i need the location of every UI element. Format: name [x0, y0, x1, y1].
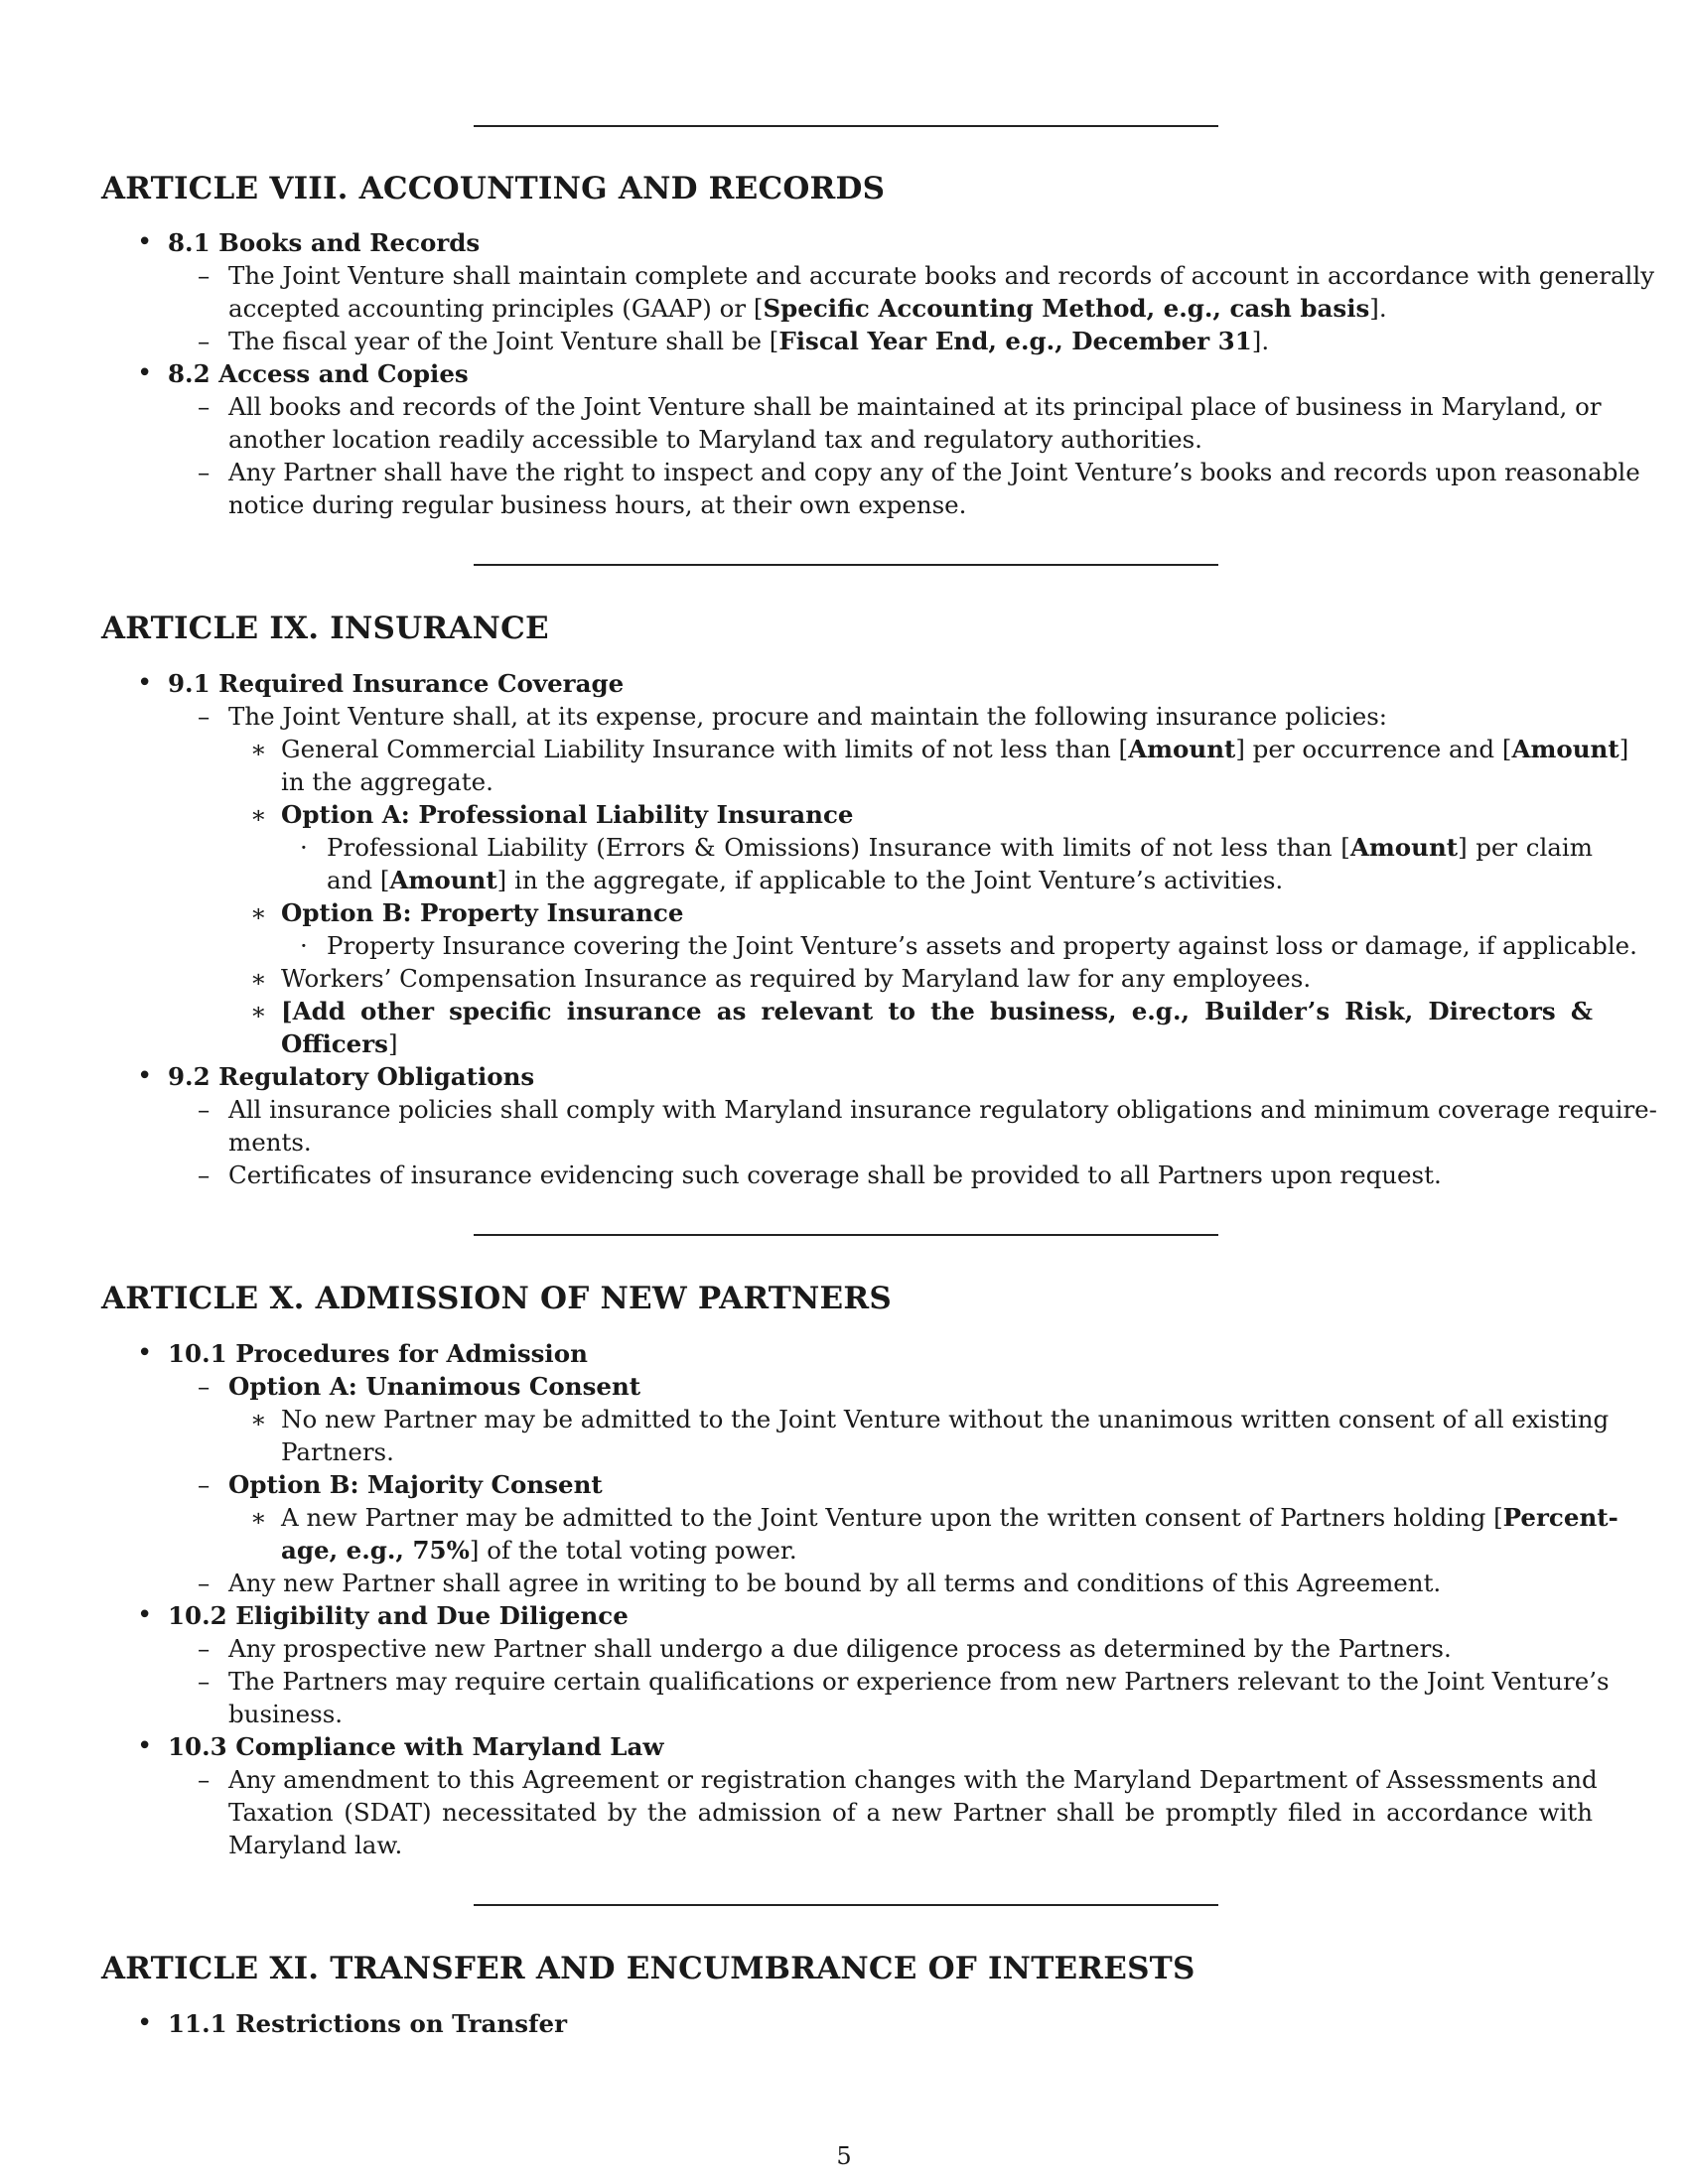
section-10-3-item-a-line-3: Maryland law.: [228, 1831, 403, 1859]
dash-marker: –: [198, 1634, 211, 1663]
option-a-unanimous-consent-title: Option A: Unanimous Consent: [228, 1372, 641, 1401]
section-8-2-title: 8.2 Access and Copies: [168, 359, 469, 388]
section-9-2-title: 9.2 Regulatory Obligations: [168, 1062, 535, 1091]
unanimous-consent-line-2: Partners.: [281, 1437, 394, 1466]
option-a-professional-liability-title: Option A: Professional Liability Insurance: [281, 800, 854, 829]
section-10-2-item-b-line-1: The Partners may require certain qualifications or experience from new Partners relevant to the Joint Venture’s: [228, 1667, 1610, 1696]
other-insurance-line-1: [Add other specific insurance as relevant to the business, e.g., Builder’s Risk, Directors &: [281, 997, 1593, 1025]
dash-marker: –: [198, 702, 211, 731]
majority-consent-line-2: age, e.g., 75%] of the total voting power.: [281, 1536, 797, 1565]
dash-marker: –: [198, 392, 211, 421]
section-divider: [474, 125, 1218, 127]
section-divider: [474, 1904, 1218, 1906]
section-10-2-item-b-line-2: business.: [228, 1700, 344, 1728]
bullet-marker: •: [137, 1338, 153, 1368]
property-insurance-text: Property Insurance covering the Joint Venture’s assets and property against loss or damage, if applicable.: [327, 931, 1637, 960]
star-marker: ∗: [250, 735, 267, 763]
option-b-property-insurance-title: Option B: Property Insurance: [281, 898, 684, 927]
section-8-1-title: 8.1 Books and Records: [168, 228, 481, 257]
star-marker: ∗: [250, 1405, 267, 1433]
workers-comp-text: Workers’ Compensation Insurance as required by Maryland law for any employees.: [281, 964, 1312, 993]
star-marker: ∗: [250, 800, 267, 829]
dash-marker: –: [198, 1372, 211, 1401]
bullet-marker: •: [137, 668, 153, 698]
dash-marker: –: [198, 1569, 211, 1597]
section-8-2-item-a-line-2: another location readily accessible to Maryland tax and regulatory authorities.: [228, 425, 1202, 454]
bullet-marker: •: [137, 227, 153, 257]
section-8-1-item-a-line-1: The Joint Venture shall maintain complete and accurate books and records of account in accordance with generally: [228, 261, 1655, 290]
bullet-marker: •: [137, 1600, 153, 1630]
section-10-3-item-a-line-2: Taxation (SDAT) necessitated by the admission of a new Partner shall be promptly filed in accordance with: [228, 1798, 1593, 1827]
article-10-heading: ARTICLE X. ADMISSION OF NEW PARTNERS: [101, 1281, 892, 1316]
professional-liability-line-2: and [Amount] in the aggregate, if applicable to the Joint Venture’s activities.: [327, 866, 1284, 894]
article-9-heading: ARTICLE IX. INSURANCE: [101, 611, 549, 646]
section-9-1-title: 9.1 Required Insurance Coverage: [168, 669, 625, 698]
dash-marker: –: [198, 327, 211, 355]
unanimous-consent-line-1: No new Partner may be admitted to the Joint Venture without the unanimous written consent of all existing: [281, 1405, 1610, 1433]
dash-marker: –: [198, 1667, 211, 1696]
dash-marker: –: [198, 1160, 211, 1189]
section-8-1-item-a-line-2: accepted accounting principles (GAAP) or [Specific Accounting Method, e.g., cash basis].: [228, 294, 1387, 323]
bullet-marker: •: [137, 1061, 153, 1091]
section-8-2-item-b-line-1: Any Partner shall have the right to inspect and copy any of the Joint Venture’s books and records upon reasonable: [228, 458, 1640, 486]
section-9-2-item-b: Certificates of insurance evidencing such coverage shall be provided to all Partners upon request.: [228, 1160, 1442, 1189]
other-insurance-line-2: Officers]: [281, 1029, 398, 1058]
dot-marker: ·: [300, 931, 308, 960]
page-number: 5: [836, 2142, 852, 2170]
section-10-3-item-a-line-1: Any amendment to this Agreement or registration changes with the Maryland Department of Assessments and: [228, 1765, 1598, 1794]
article-8-heading: ARTICLE VIII. ACCOUNTING AND RECORDS: [101, 171, 886, 206]
section-10-2-title: 10.2 Eligibility and Due Diligence: [168, 1601, 629, 1630]
section-10-3-title: 10.3 Compliance with Maryland Law: [168, 1732, 664, 1761]
bullet-marker: •: [137, 1731, 153, 1761]
gcl-insurance-line-2: in the aggregate.: [281, 767, 493, 796]
section-10-2-item-a: Any prospective new Partner shall undergo a due diligence process as determined by the Partners.: [228, 1634, 1452, 1663]
section-divider: [474, 1234, 1218, 1236]
bullet-marker: •: [137, 2008, 153, 2038]
star-marker: ∗: [250, 964, 267, 993]
article-11-heading: ARTICLE XI. TRANSFER AND ENCUMBRANCE OF INTERESTS: [101, 1951, 1196, 1986]
star-marker: ∗: [250, 997, 267, 1025]
section-8-1-item-b: The fiscal year of the Joint Venture shall be [Fiscal Year End, e.g., December 31].: [228, 327, 1270, 355]
dash-marker: –: [198, 1765, 211, 1794]
dot-marker: ·: [300, 833, 308, 862]
section-9-2-item-a-line-2: ments.: [228, 1128, 312, 1157]
section-9-1-intro: The Joint Venture shall, at its expense, procure and maintain the following insurance policies:: [228, 702, 1388, 731]
majority-consent-line-1: A new Partner may be admitted to the Joint Venture upon the written consent of Partners holding [Percent-: [281, 1503, 1618, 1532]
bullet-marker: •: [137, 358, 153, 388]
section-11-1-title: 11.1 Restrictions on Transfer: [168, 2009, 568, 2038]
gcl-insurance-line-1: General Commercial Liability Insurance with limits of not less than [Amount] per occurrence and [Amount]: [281, 735, 1629, 763]
option-b-majority-consent-title: Option B: Majority Consent: [228, 1470, 603, 1499]
dash-marker: –: [198, 261, 211, 290]
star-marker: ∗: [250, 898, 267, 927]
dash-marker: –: [198, 1470, 211, 1499]
dash-marker: –: [198, 1095, 211, 1124]
section-10-1-title: 10.1 Procedures for Admission: [168, 1339, 588, 1368]
star-marker: ∗: [250, 1503, 267, 1532]
professional-liability-line-1: Professional Liability (Errors & Omissions) Insurance with limits of not less than [Amount] per claim: [327, 833, 1593, 862]
new-partner-agreement-text: Any new Partner shall agree in writing to be bound by all terms and conditions of this Agreement.: [228, 1569, 1442, 1597]
section-divider: [474, 564, 1218, 566]
section-8-2-item-a-line-1: All books and records of the Joint Venture shall be maintained at its principal place of business in Maryland, or: [228, 392, 1602, 421]
section-8-2-item-b-line-2: notice during regular business hours, at their own expense.: [228, 490, 967, 519]
dash-marker: –: [198, 458, 211, 486]
section-9-2-item-a-line-1: All insurance policies shall comply with Maryland insurance regulatory obligations and minimum coverage require-: [228, 1095, 1657, 1124]
